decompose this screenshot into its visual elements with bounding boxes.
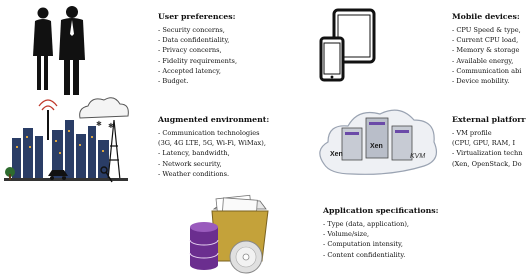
list-item: - Communication technologies — [158, 129, 260, 137]
svg-text:✱: ✱ — [108, 122, 114, 130]
users-illustration — [28, 4, 88, 98]
list-item: - Memory & storage — [452, 46, 520, 55]
list-item: - Data confidentiality, — [158, 36, 230, 45]
list-item: - Computation intensity, — [323, 240, 403, 249]
list-item: (CPU, GPU, RAM, I — [452, 139, 516, 148]
augmented-environment-title: Augmented environment: — [158, 115, 270, 124]
mobile-devices-title: Mobile devices: — [452, 12, 520, 21]
mobile-devices-illustration — [318, 8, 376, 84]
list-item: - Content confidentiality. — [323, 250, 406, 259]
external-platform-block — [452, 115, 526, 169]
list-item: - Network security, — [158, 159, 222, 168]
kvm-label: KVM — [410, 153, 426, 160]
city-environment-illustration — [4, 90, 134, 190]
external-platform-title: External platforr — [452, 115, 526, 124]
list-item: - Budget. — [158, 77, 189, 86]
list-item: - Virtualization techn — [452, 149, 523, 158]
data-files-illustration — [188, 195, 272, 275]
user-preferences-title: User preferences: — [158, 12, 236, 21]
list-item: - VM profile — [452, 129, 492, 137]
list-item: - Accepted latency, — [158, 66, 221, 75]
list-item: - Latency, bandwidth, — [158, 149, 230, 158]
augmented-environment-block — [158, 115, 269, 179]
list-item: (Xen, OpenStack, Do — [452, 159, 522, 168]
list-item: - Current CPU load, — [452, 36, 519, 45]
xen-label: Xen — [330, 151, 343, 158]
list-item: - Volume/size, — [323, 230, 370, 239]
cloud-servers-illustration — [312, 98, 442, 180]
xen-label: Xen — [370, 143, 383, 150]
list-item: - Fidelity requirements, — [158, 56, 238, 65]
list-item: - Privacy concerns, — [158, 46, 222, 55]
list-item: - Weather conditions. — [158, 169, 230, 178]
svg-text:✱: ✱ — [96, 120, 102, 128]
list-item: - Security concerns, — [158, 26, 225, 34]
list-item: - CPU Speed & type, — [452, 26, 521, 34]
list-item: - Type (data, application), — [323, 220, 410, 228]
application-specifications-block — [323, 206, 439, 260]
user-preferences-block — [158, 12, 237, 86]
list-item: - Communication abi — [452, 66, 522, 75]
application-specifications-title: Application specifications: — [323, 206, 439, 215]
list-item: (3G, 4G LTE, 5G, Wi-Fi, WiMax), — [158, 139, 266, 148]
list-item: - Device mobility. — [452, 77, 510, 86]
mobile-devices-block — [452, 12, 521, 86]
list-item: - Available energy, — [452, 56, 514, 65]
